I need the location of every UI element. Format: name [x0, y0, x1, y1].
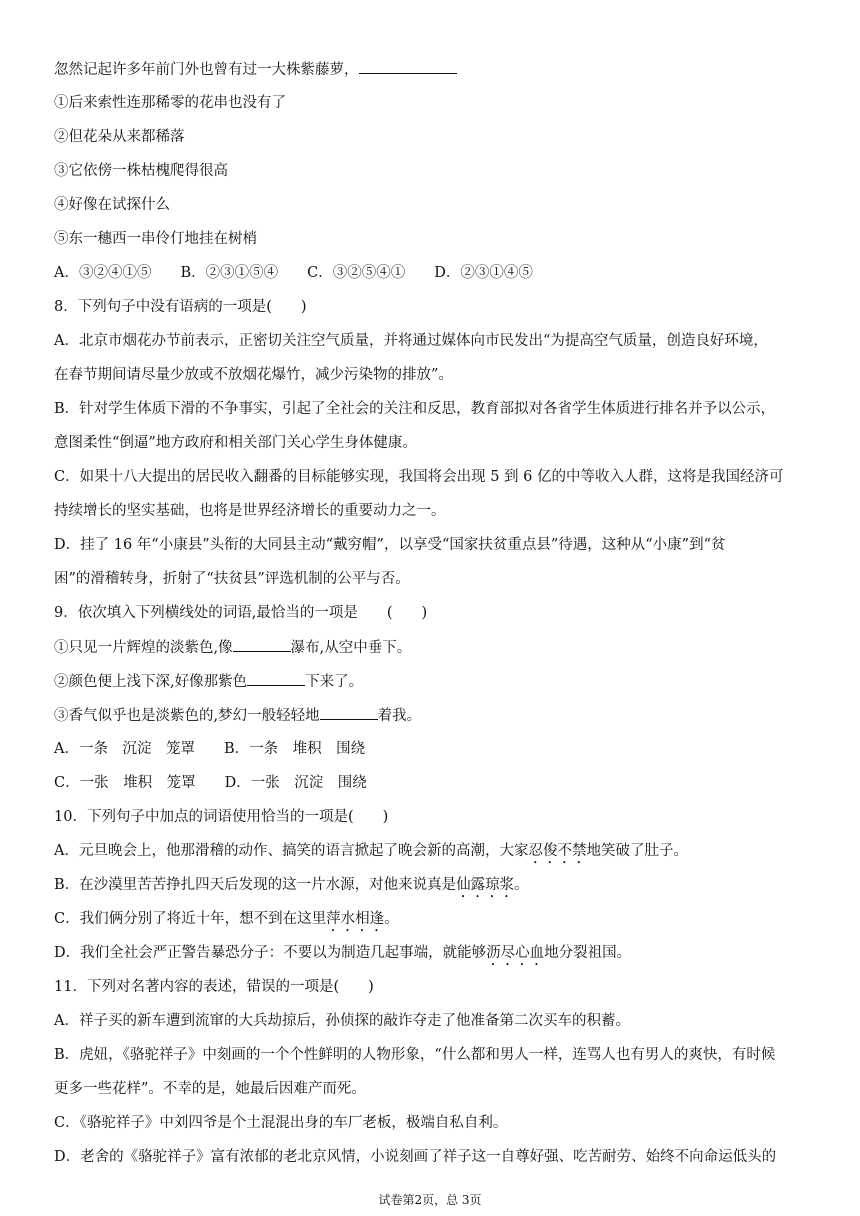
q10-a-pre: A．元旦晚会上，他那滑稽的动作、搞笑的语言掀起了晚会新的高潮，大家 — [54, 843, 529, 859]
q9-sentence-3 — [54, 705, 820, 726]
q8-option-b-line1: B．针对学生体质下滑的不争事实，引起了全社会的关注和反思，教育部拟对各省学生体质进行排名并予以公示， — [54, 401, 776, 417]
q8-option-a-line1: A．北京市烟花办节前表示，正密切关注空气质量，并将通过媒体向市民发出“为提高空气质量，创造良好环境， — [54, 333, 768, 349]
q8-option-c-line1: C．如果十八大提出的居民收入翻番的目标能够实现，我国将会出现 5 到 6 亿的中等收入人群，这将是我国经济可 — [54, 469, 784, 485]
q11-option-b-line1: B．虎妞，《骆驼祥子》中刻画的一个个性鲜明的人物形象，“什么都和男人一样，连骂人也有男人的爽快，有时候 — [54, 1047, 776, 1063]
q9-s1-post: 瀑布,从空中垂下。 — [290, 640, 412, 656]
q11-option-d-line1: D．老舍的《骆驼祥子》富有浓郁的老北京风情，小说刻画了祥子这一自尊好强、吃苦耐劳、始终不向命运低头的 — [54, 1149, 777, 1165]
dotted-phrase: 沥尽心血 — [486, 945, 545, 961]
page-footer: 试卷第2页，总 3页 — [378, 1193, 482, 1207]
dotted-phrase: 仙露琼浆 — [456, 877, 515, 893]
q10-d-pre: D．我们全社会严正警告暴恐分子：不要以为制造几起事端，就能够 — [54, 945, 487, 961]
q9-sentence-2 — [54, 671, 820, 692]
q9-options-cd: C．一张 堆积 笼罩 D．一张 沉淀 围绕 — [54, 775, 367, 791]
fill-blank — [320, 705, 378, 720]
q8-option-a-line2: 在春节期间请尽量少放或不放烟花爆竹，减少污染物的排放”。 — [54, 367, 453, 383]
q7-item-3: ③它依傍一株枯槐爬得很高 — [54, 163, 228, 179]
q8-option-c-line2: 持续增长的坚实基础，也将是世界经济增长的重要动力之一。 — [54, 503, 446, 519]
q10-b-post: 。 — [514, 877, 529, 893]
q7-item-1: ①后来索性连那稀零的花串也没有了 — [54, 95, 286, 111]
q11-stem: 11．下列对名著内容的表述，错误的一项是( ) — [54, 979, 374, 995]
q10-option-a — [54, 841, 820, 867]
q11-option-c: C．《骆驼祥子》中刘四爷是个土混混出身的车厂老板，极端自私自利。 — [54, 1115, 508, 1131]
q10-d-post: 地分裂祖国。 — [544, 945, 632, 961]
q9-s3-pre: ③香气似乎也是淡紫色的,梦幻一般轻轻地 — [54, 708, 320, 724]
q9-s2-post: 下来了。 — [305, 674, 364, 690]
fill-blank — [233, 637, 291, 652]
q8-stem: 8．下列句子中没有语病的一项是( ) — [54, 299, 307, 315]
q10-option-c — [54, 909, 820, 935]
q9-stem: 9．依次填入下列横线处的词语,最恰当的一项是 ( ) — [54, 605, 428, 621]
q9-s1-pre: ①只见一片辉煌的淡紫色,像 — [54, 640, 233, 656]
q10-b-pre: B．在沙漠里苦苦挣扎四天后发现的这一片水源，对他来说真是 — [54, 877, 457, 893]
dotted-phrase: 萍水相逢 — [326, 911, 385, 927]
q10-a-post: 地笑破了肚子。 — [586, 843, 688, 859]
q10-stem: 10．下列句子中加点的词语使用恰当的一项是( ) — [54, 809, 389, 825]
fill-blank — [247, 671, 305, 686]
q9-s3-post: 着我。 — [377, 708, 422, 724]
dotted-phrase: 忍俊不禁 — [528, 843, 587, 859]
q9-options-ab: A．一条 沉淀 笼罩 B．一条 堆积 围绕 — [54, 741, 366, 757]
q7-stem — [54, 59, 820, 80]
q10-option-b — [54, 875, 820, 901]
q10-c-post: 。 — [384, 911, 399, 927]
q9-s2-pre: ②颜色便上浅下深,好像那紫色 — [54, 674, 248, 690]
q10-c-pre: C．我们俩分别了将近十年，想不到在这里 — [54, 911, 327, 927]
q10-option-d — [54, 943, 820, 969]
q7-item-5: ⑤东一穗西一串伶仃地挂在树梢 — [54, 231, 257, 247]
q8-option-b-line2: 意图柔性“倒逼”地方政府和相关部门关心学生身体健康。 — [54, 435, 417, 451]
q9-sentence-1 — [54, 637, 820, 658]
q8-option-d-line1: D．挂了 16 年“小康县”头衔的大同县主动“戴穷帽”，以享受“国家扶贫重点县”待遇，这种从“小康”到“贫 — [54, 537, 726, 553]
q11-option-a: A．祥子买的新车遭到流窜的大兵劫掠后，孙侦探的敲诈夺走了他准备第二次买车的积蓄。 — [54, 1013, 630, 1029]
q8-option-d-line2: 困”的滑稽转身，折射了“扶贫县”评选机制的公平与否。 — [54, 571, 410, 587]
answer-blank — [359, 59, 457, 74]
q7-stem-text: 忽然记起许多年前门外也曾有过一大株紫藤萝， — [54, 62, 359, 78]
q7-item-4: ④好像在试探什么 — [54, 197, 170, 213]
q11-option-b-line2: 更多一些花样”。不幸的是，她最后因难产而死。 — [54, 1081, 366, 1097]
q7-options: A．③②④①⑤ B．②③①⑤④ C．③②⑤④① D．②③①④⑤ — [54, 265, 533, 281]
q7-item-2: ②但花朵从来都稀落 — [54, 129, 185, 145]
